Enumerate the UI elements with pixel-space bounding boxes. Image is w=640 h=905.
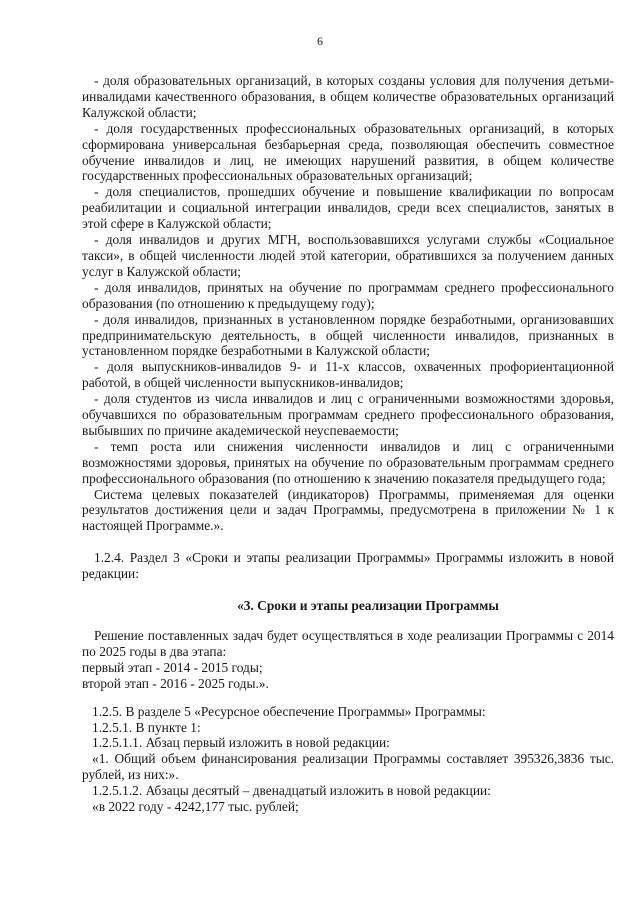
- paragraph-indicator-7: - доля выпускников-инвалидов 9- и 11-х классов, охваченных профориентационной работой, в общей численности выпускников-инвалидов;: [82, 359, 614, 391]
- paragraph-quote-2022: «в 2022 году - 4242,177 тыс. рублей;: [92, 799, 299, 815]
- paragraph-indicator-9: - темп роста или снижения численности инвалидов и лиц с ограниченными возможностями здоровья, принятых на обучение по образовательным программам среднего профессионального образования (по отношению к значению показателя предыдущего года;: [82, 438, 614, 486]
- paragraph-indicator-6: - доля инвалидов, признанных в установленном порядке безработными, организовавших предпринимательскую деятельность, в общей численности инвалидов, признанных в установленном порядке безработными в Калужской области;: [82, 311, 614, 359]
- paragraph-indicator-3: - доля специалистов, прошедших обучение и повышение квалификации по вопросам реабилитации и социальной интеграции инвалидов, среди всех специалистов, занятых в этой сфере в Калужской области;: [82, 184, 614, 232]
- page-number: 6: [317, 34, 323, 48]
- paragraph-section-1-2-5: 1.2.5. В разделе 5 «Ресурсное обеспечение Программы» Программы:: [92, 703, 486, 719]
- paragraph-system-indicators: Система целевых показателей (индикаторов) Программы, применяемая для оценки результатов достижения цели и задач Программы, предусмотрена в приложении № 1 к настоящей Программе.».: [82, 486, 614, 534]
- paragraph-quote-total-funding: «1. Общий объем финансирования реализации Программы составляет 395326,3836 тыс. рублей, из них:».: [82, 751, 614, 783]
- paragraph-indicator-5: - доля инвалидов, принятых на обучение по программам среднего профессионального образования (по отношению к предыдущему году);: [82, 279, 614, 311]
- document-body: [82, 73, 614, 815]
- paragraph-stage-1: первый этап - 2014 - 2015 годы;: [82, 659, 263, 675]
- paragraph-indicator-2: - доля государственных профессиональных образовательных организаций, в которых сформирована универсальная безбарьерная среда, позволяющая обеспечить совместное обучение инвалидов и лиц, не имеющих нарушений развития, в общем количестве государственных профессиональных образовательных организаций;: [82, 120, 614, 184]
- paragraph-section-1-2-5-1: 1.2.5.1. В пункте 1:: [92, 719, 201, 735]
- paragraph-section-1-2-4: 1.2.4. Раздел 3 «Сроки и этапы реализации Программы» Программы изложить в новой редакции:: [82, 550, 614, 582]
- paragraph-indicator-8: - доля студентов из числа инвалидов и лиц с ограниченными возможностями здоровья, обучавшихся по образовательным программам среднего профессионального образования, выбывших по причине академической неуспеваемости;: [82, 391, 614, 438]
- section-heading: «3. Сроки и этапы реализации Программы: [237, 598, 499, 614]
- paragraph-stages-intro: Решение поставленных задач будет осуществляться в ходе реализации Программы с 2014 по 2025 годы в два этапа:: [82, 628, 614, 659]
- paragraph-indicator-1: - доля образовательных организаций, в которых созданы условия для получения детьми-инвалидами качественного образования, в общем количестве образовательных организаций Калужской области;: [82, 73, 614, 120]
- paragraph-section-1-2-5-1-2: 1.2.5.1.2. Абзацы десятый – двенадцатый изложить в новой редакции:: [92, 783, 491, 799]
- paragraph-indicator-4: - доля инвалидов и других МГН, воспользовавшихся услугами службы «Социальное такси», в общей численности людей этой категории, обратившихся за получением данных услуг в Калужской области;: [82, 232, 614, 279]
- paragraph-stage-2: второй этап - 2016 - 2025 годы.».: [82, 675, 269, 691]
- paragraph-section-1-2-5-1-1: 1.2.5.1.1. Абзац первый изложить в новой редакции:: [92, 735, 390, 751]
